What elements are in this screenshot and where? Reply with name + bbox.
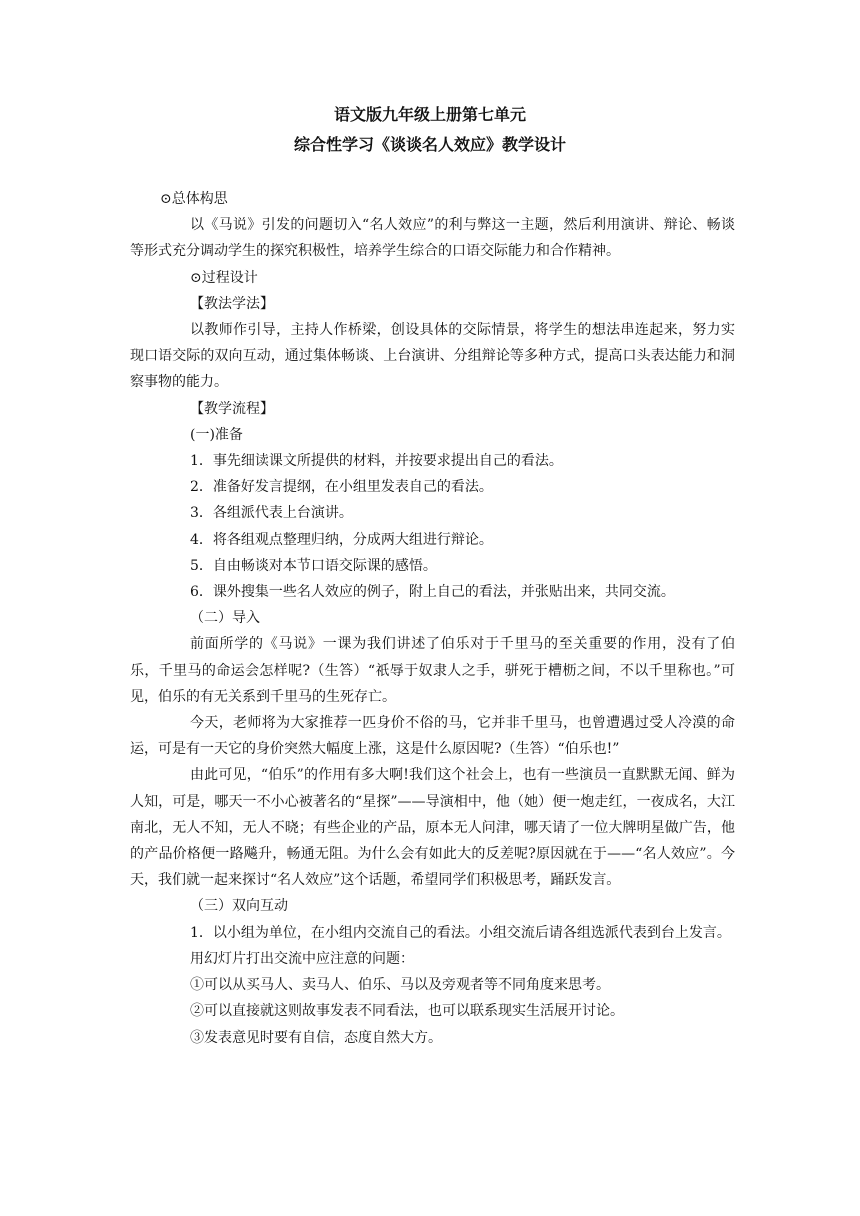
document-title-line1: 语文版九年级上册第七单元	[333, 105, 526, 124]
paragraph-methods: 以教师作引导，主持人作桥梁，创设具体的交际情景，将学生的想法串连起来，努力实现口语交际的双向互动，通过集体畅谈、上台演讲、分组辩论等多种方式，提高口头表达能力和洞察事物的能力。	[130, 322, 735, 391]
paragraph-introduction-1: 前面所学的《马说》一课为我们讲述了伯乐对于千里马的至关重要的作用，没有了伯乐，千里马的命运会怎样呢?（生答）“祇辱于奴隶人之手，骈死于槽枥之间，不以千里称也。”可见，伯乐的有无关系到千里马的生死存亡。	[130, 636, 735, 705]
list-item: ②可以直接就这则故事发表不同看法，也可以联系现实生活展开讨论。	[190, 1003, 624, 1020]
list-item: ①可以从买马人、卖马人、伯乐、马以及旁观者等不同角度来思考。	[190, 977, 610, 994]
list-item: 3．各组派代表上台演讲。	[190, 505, 353, 522]
paragraph-overview: 以《马说》引发的问题切入“名人效应”的利与弊这一主题，然后利用演讲、辩论、畅谈等形式充分调动学生的探究积极性，培养学生综合的口语交际能力和合作精神。	[130, 217, 735, 260]
list-item: 1．事先细读课文所提供的材料，并按要求提出自己的看法。	[190, 453, 563, 470]
list-item: 2．准备好发言提纲，在小组里发表自己的看法。	[190, 479, 493, 496]
paragraph-interaction-1: 1．以小组为单位，在小组内交流自己的看法。小组交流后请各组选派代表到台上发言。	[190, 924, 731, 941]
list-item: 5．自由畅谈对本节口语交际课的感悟。	[190, 557, 437, 574]
subheading-flow: 【教学流程】	[190, 400, 274, 417]
subheading-introduction: （二）导入	[190, 610, 260, 627]
paragraph-introduction-3: 由此可见，“伯乐”的作用有多大啊!我们这个社会上，也有一些演员一直默默无闻、鲜为人知，可是，哪天一不小心被著名的“星探”——导演相中，他（她）便一炮走红，一夜成名，大江南北，无人不知，无人不晓；有些企业的产品，原本无人问津，哪天请了一位大牌明星做广告，他的产品价格便一路飚升，畅通无阻。为什么会有如此大的反差呢?原因就在于——“名人效应”。今天，我们就一起来探讨“名人效应”这个话题，希望同学们积极思考，踊跃发言。	[130, 767, 735, 889]
subheading-interaction: （三）双向互动	[190, 898, 288, 915]
subheading-methods: 【教法学法】	[190, 295, 274, 312]
subheading-preparation: (一)准备	[190, 426, 243, 443]
section-heading-overview: ⊙总体构思	[160, 191, 228, 207]
list-item: 6．课外搜集一些名人效应的例子，附上自己的看法，并张贴出来，共同交流。	[190, 584, 675, 601]
list-item: ③发表意见时要有自信，态度自然大方。	[190, 1029, 442, 1046]
paragraph-introduction-2: 今天，老师将为大家推荐一匹身价不俗的马，它并非千里马，也曾遭遇过受人冷漠的命运，可是有一天它的身价突然大幅度上涨，这是什么原因呢?（生答）“伯乐也!”	[130, 715, 735, 758]
list-item: 4．将各组观点整理归纳，分成两大组进行辩论。	[190, 531, 493, 548]
document-title-line2: 综合性学习《谈谈名人效应》教学设计	[293, 135, 566, 154]
paragraph-slide-note: 用幻灯片打出交流中应注意的问题：	[190, 950, 414, 967]
document-body	[130, 186, 735, 1051]
section-heading-process: ⊙过程设计	[190, 269, 258, 286]
